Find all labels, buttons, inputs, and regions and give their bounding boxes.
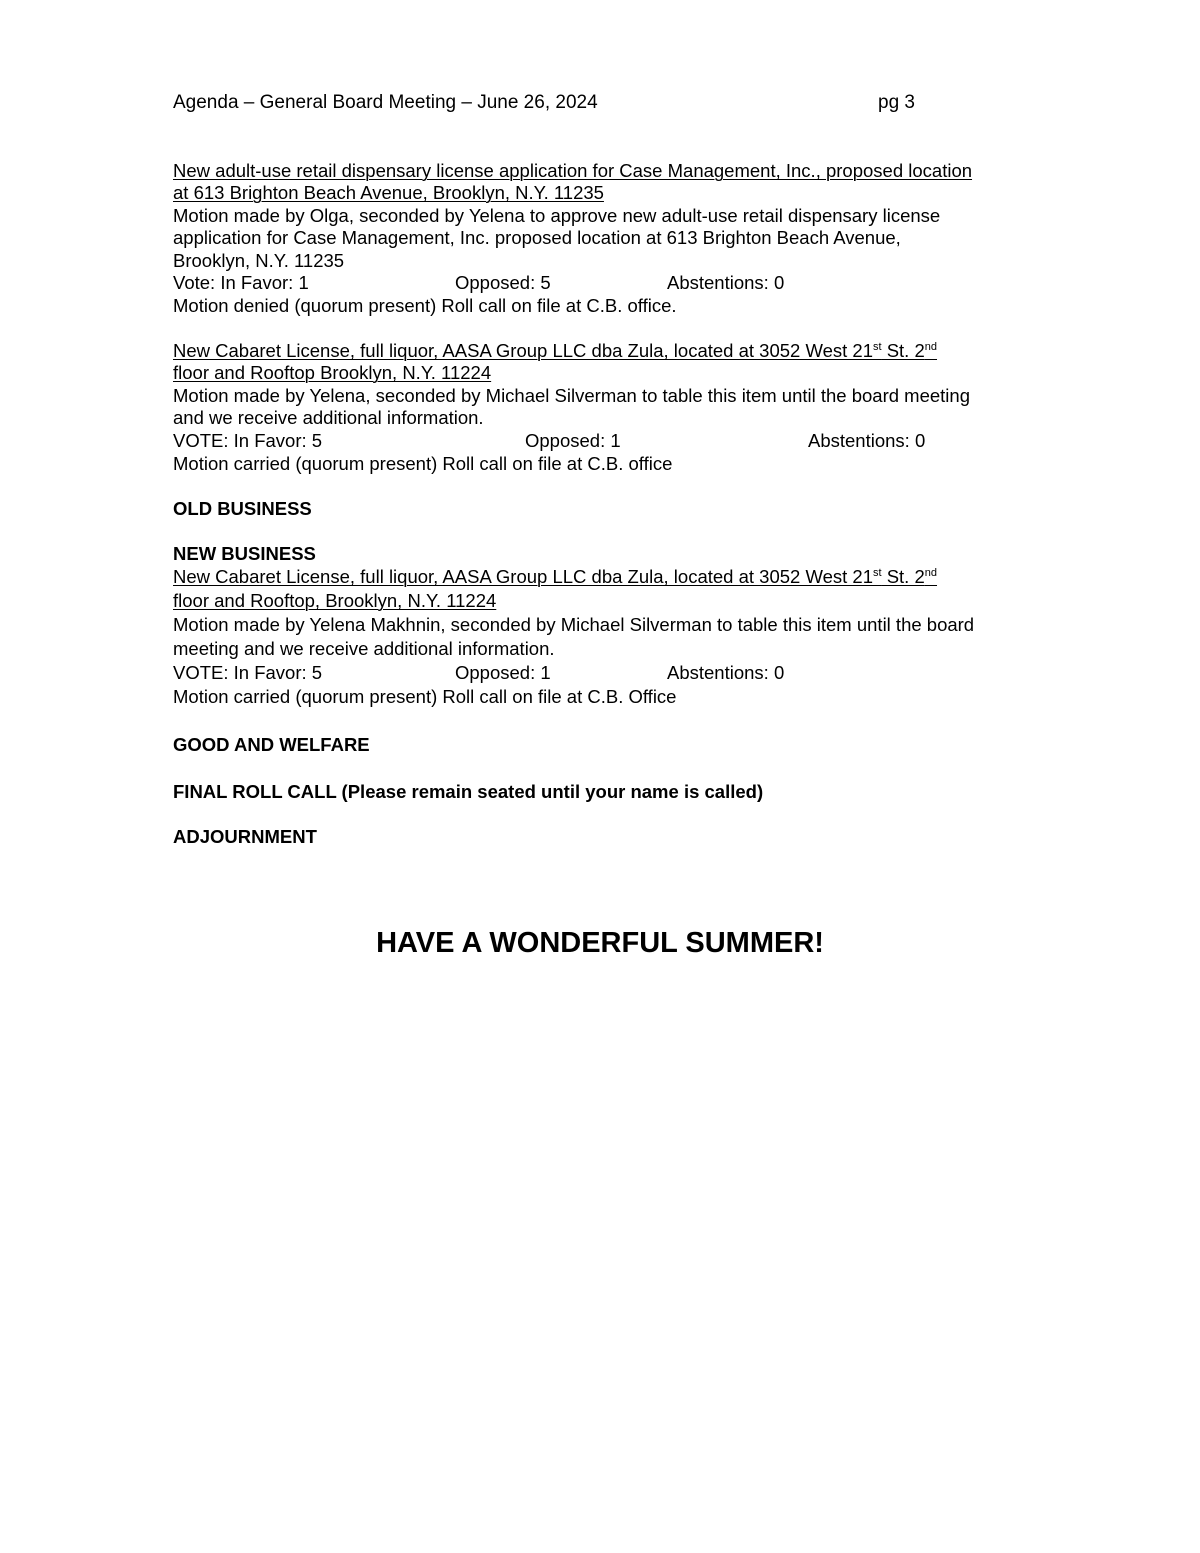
final-roll-call-heading — [173, 781, 763, 803]
new-business-motion-line2: meeting and we receive additional information. — [173, 638, 555, 659]
page-number: pg 3 — [878, 92, 915, 113]
adjournment-heading: ADJOURNMENT — [173, 826, 317, 847]
item1-result: Motion denied (quorum present) Roll call on file at C.B. office. — [173, 295, 677, 316]
new-business-heading: NEW BUSINESS — [173, 543, 316, 564]
item1-vote-abstentions: Abstentions: 0 — [667, 272, 785, 293]
item1-motion-line2: application for Case Management, Inc. proposed location at 613 Brighton Beach Avenue, — [173, 227, 901, 248]
item1-motion-line1: Motion made by Olga, seconded by Yelena to approve new adult-use retail dispensary license — [173, 205, 941, 226]
item1-vote-opposed: Opposed: 5 — [455, 272, 551, 293]
good-and-welfare-heading: GOOD AND WELFARE — [173, 734, 370, 755]
new-business-vote-opposed: Opposed: 1 — [455, 662, 551, 683]
item2-vote-abstentions: Abstentions: 0 — [808, 430, 926, 451]
item1-motion-line3: Brooklyn, N.Y. 11235 — [173, 250, 345, 271]
page-header-title: Agenda – General Board Meeting – June 26, 2024 — [173, 92, 598, 113]
item2-title-text-b: St. 2 — [881, 340, 925, 361]
item2-vote-in-favor: VOTE: In Favor: 5 — [173, 430, 323, 451]
closing-message: HAVE A WONDERFUL SUMMER! — [376, 927, 824, 959]
item2-title-sup-st: st — [873, 341, 882, 353]
new-business-vote-abstentions: Abstentions: 0 — [667, 662, 785, 683]
new-business-title-line1 — [173, 566, 937, 589]
new-business-title-text-b: St. 2 — [881, 566, 925, 587]
item1-vote-in-favor: Vote: In Favor: 1 — [173, 272, 309, 293]
item2-title-text-a: New Cabaret License, full liquor, AASA Group LLC dba Zula, located at 3052 West 21 — [173, 340, 873, 361]
item2-motion-line1: Motion made by Yelena, seconded by Michael Silverman to table this item until the board meeting — [173, 385, 970, 406]
new-business-result: Motion carried (quorum present) Roll call on file at C.B. Office — [173, 686, 677, 707]
new-business-title-sup-nd: nd — [924, 567, 938, 579]
item2-title-line2: floor and Rooftop Brooklyn, N.Y. 11224 — [173, 362, 492, 383]
final-roll-call-label: FINAL ROLL CALL — [173, 781, 337, 802]
item2-motion-line2: and we receive additional information. — [173, 407, 484, 428]
item2-vote-opposed: Opposed: 1 — [525, 430, 621, 451]
final-roll-call-note: (Please remain seated until your name is called) — [336, 781, 764, 802]
new-business-title-sup-st: st — [873, 567, 882, 579]
item2-title-sup-nd: nd — [924, 341, 938, 353]
old-business-heading: OLD BUSINESS — [173, 498, 312, 519]
item1-title-line2: at 613 Brighton Beach Avenue, Brooklyn, N.Y. 11235 — [173, 182, 604, 203]
new-business-title-line2: floor and Rooftop, Brooklyn, N.Y. 11224 — [173, 590, 497, 611]
item2-result: Motion carried (quorum present) Roll call on file at C.B. office — [173, 453, 673, 474]
new-business-title-text-a: New Cabaret License, full liquor, AASA Group LLC dba Zula, located at 3052 West 21 — [173, 566, 873, 587]
new-business-motion-line1: Motion made by Yelena Makhnin, seconded by Michael Silverman to table this item until the board — [173, 614, 975, 635]
item2-title-line1 — [173, 340, 937, 363]
item1-title-line1: New adult-use retail dispensary license application for Case Management, Inc., proposed location — [173, 160, 973, 181]
new-business-vote-in-favor: VOTE: In Favor: 5 — [173, 662, 323, 683]
